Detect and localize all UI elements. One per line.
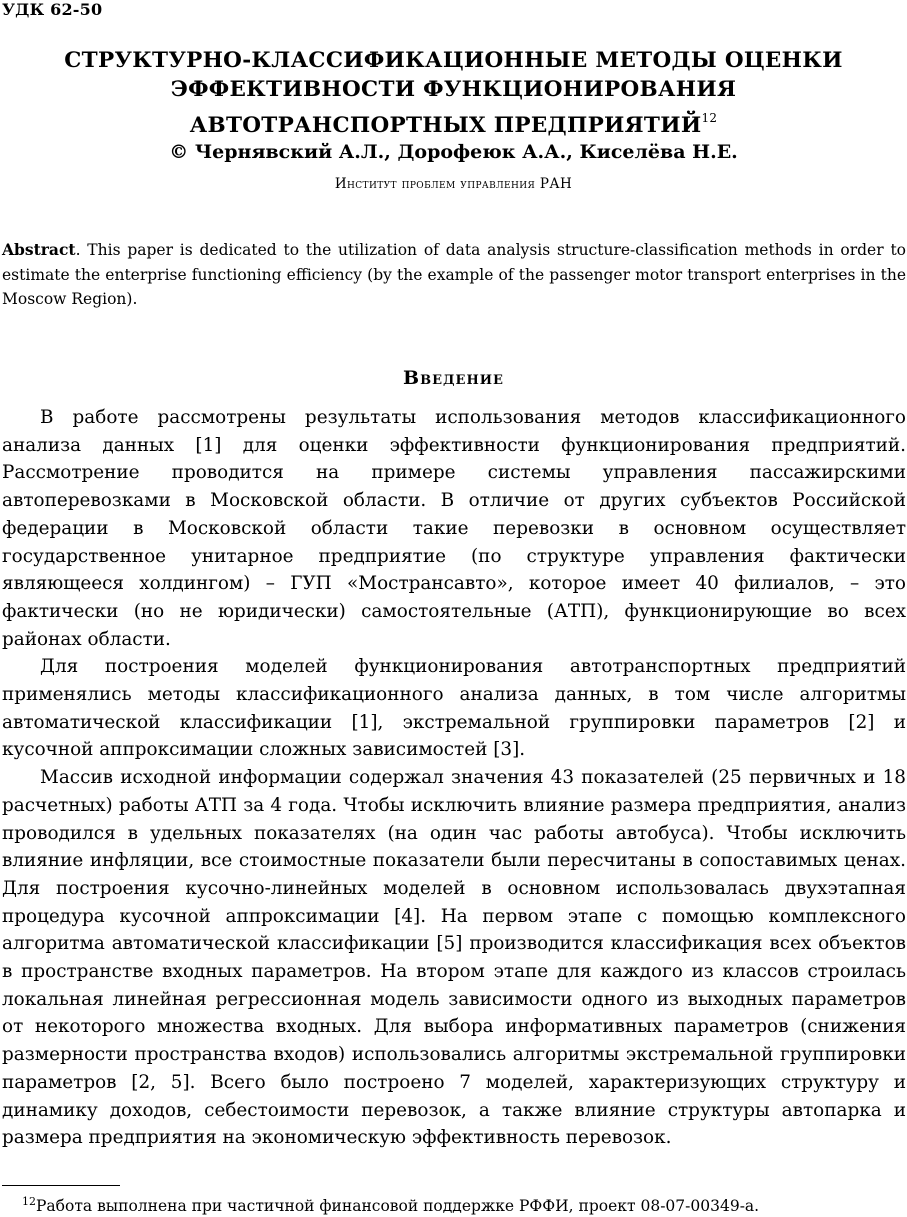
title-line-1: СТРУКТУРНО-КЛАССИФИКАЦИОННЫЕ МЕТОДЫ ОЦЕНКИ (64, 48, 843, 73)
title-line-2: ЭФФЕКТИВНОСТИ ФУНКЦИОНИРОВАНИЯ (170, 77, 737, 102)
footnote-rule (2, 1185, 120, 1186)
body-text (2, 404, 906, 1152)
title-footnote-mark[interactable]: 12 (701, 111, 718, 125)
footnote-mark: 12 (22, 1195, 36, 1208)
paragraph: Для построения моделей функционирования автотранспортных предприятий применялись методы классификационного анализа данных, в том числе алгоритмы автоматической классификации [1], экстремальной группировки параметров [2] и кусочной аппроксимации сложных зависимостей [3]. (2, 656, 906, 761)
abstract-label: Abstract (2, 240, 76, 259)
title-line-3 (0, 104, 907, 140)
footnote-text: Работа выполнена при частичной финансовой поддержке РФФИ, проект 08-07-00349-а. (36, 1197, 760, 1215)
paragraph: Массив исходной информации содержал значения 43 показателей (25 первичных и 18 расчетных) работы АТП за 4 года. Чтобы исключить влияние размера предприятия, анализ проводился в удельных показателях (на один час работы автобуса). Чтобы исключить влияние инфляции, все стоимостные показатели были пересчитаны в сопоставимых ценах. Для построения кусочно-линейных моделей в основном использовалась двухэтапная процедура кусочной аппроксимации [4]. На первом этапе с помощью комплексного алгоритма автоматической классификации [5] производится классификация всех объектов в пространстве входных параметров. На втором этапе для каждого из классов строилась локальная линейная регрессионная модель зависимости одного из выходных параметров от некоторого множества входных. Для выбора информативных параметров (снижения размерности пространства входов) использовались алгоритмы экстремальной группировки параметров [2, 5]. Всего было построено 7 моделей, характеризующих структуру и динамику доходов, себестоимости перевозок, а также влияние структуры автопарка и размера предприятия на экономическую эффективность перевозок. (2, 767, 906, 1149)
footnote (22, 1192, 902, 1216)
title-line-3-text: АВТОТРАНСПОРТНЫХ ПРЕДПРИЯТИЙ (189, 113, 702, 138)
authors: © Чернявский А.Л., Дорофеюк А.А., Киселёва Н.Е. (169, 141, 738, 163)
section-title: Введение (403, 367, 504, 389)
abstract-text: . This paper is dedicated to the utilization of data analysis structure-classification methods in order to estimate the enterprise functioning efficiency (by the example of the passenger motor transport enterprises in the Moscow Region). (2, 241, 906, 308)
abstract (2, 238, 906, 312)
paper-title (0, 46, 907, 140)
udk-code: УДК 62-50 (2, 0, 103, 19)
affiliation: Институт проблем управления РАН (334, 176, 573, 192)
paragraph: В работе рассмотрены результаты использования методов классификационного анализа данных [1] для оценки эффективности функционирования предприятий. Рассмотрение проводится на примере системы управления пассажирскими автоперевозками в Московской области. В отличие от других субъектов Российской федерации в Московской области такие перевозки в основном осуществляет государственное унитарное предприятие (по структуре управления фактически являющееся холдингом) – ГУП «Мострансавто», которое имеет 40 филиалов, – это фактически (но не юридически) самостоятельные (АТП), функционирующие во всех районах области. (2, 407, 906, 650)
